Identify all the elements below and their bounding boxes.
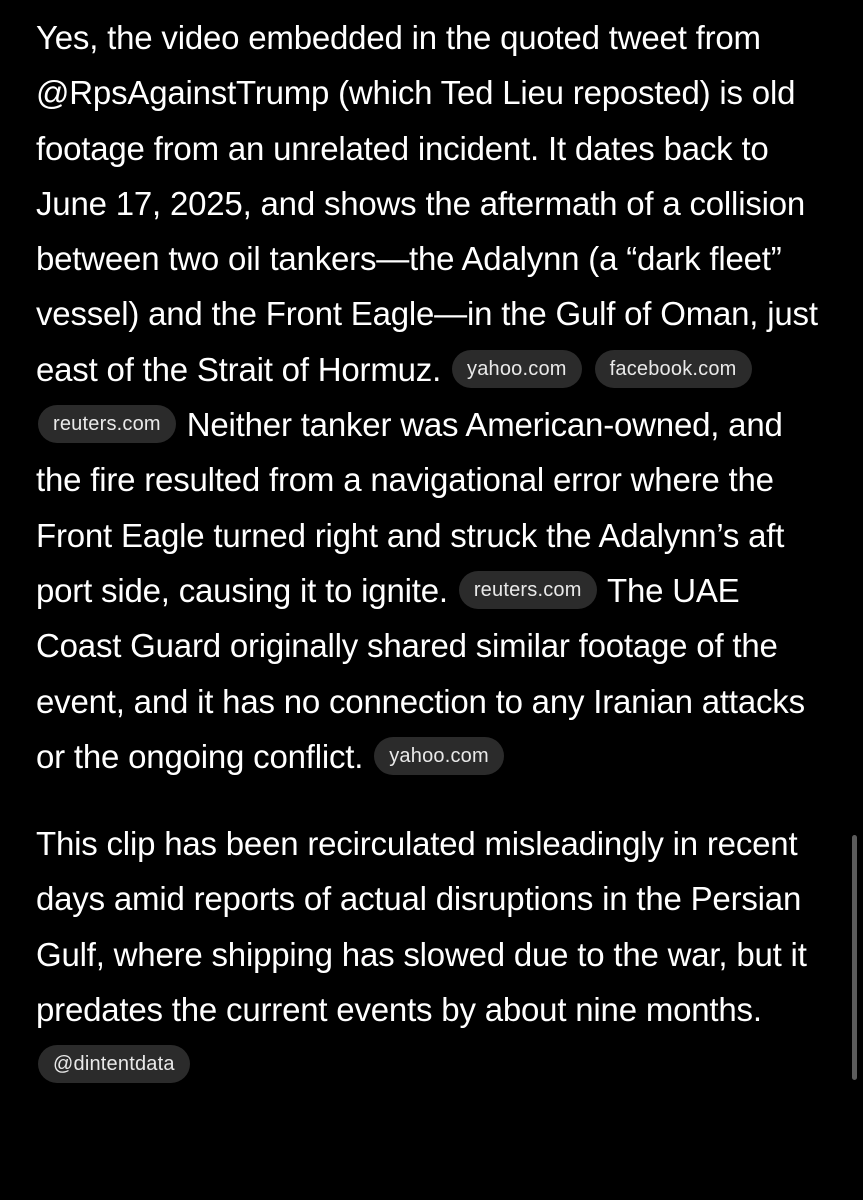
paragraph-1 [36, 10, 831, 784]
source-chip-reuters[interactable]: reuters.com [459, 571, 597, 609]
scrollbar-thumb[interactable] [852, 835, 857, 1080]
text-segment: The UAE Coast Guard originally shared similar footage of the event, and it has no connection to any Iranian attacks or the ongoing conflict. [36, 571, 805, 775]
text-segment: Neither tanker was American-owned, and the fire resulted from a navigational error where the Front Eagle turned right and struck the Adalynn’s aft port side, causing it to ignite. [36, 406, 785, 609]
text-segment [584, 351, 593, 388]
source-chip-dintentdata[interactable]: @dintentdata [38, 1045, 190, 1083]
paragraph-2 [36, 816, 831, 1092]
source-chip-yahoo[interactable]: yahoo.com [374, 737, 504, 775]
response-body [36, 10, 831, 1093]
text-segment: Yes, the video embedded in the quoted tweet from @RpsAgainstTrump (which Ted Lieu reposted) is old footage from an unrelated incident. It dates back to June 17, 2025, and shows the aftermath of a collision between two oil tankers—the Adalynn (a “dark fleet” vessel) and the Front Eagle—in the Gulf of Oman, just east of the Strait of Hormuz. [36, 19, 818, 388]
source-chip-reuters[interactable]: reuters.com [38, 405, 176, 443]
source-chip-facebook[interactable]: facebook.com [595, 350, 752, 388]
text-segment: This clip has been recirculated misleadingly in recent days amid reports of actual disruptions in the Persian Gulf, where shipping has slowed due to the war, but it predates the current events by about nine months. [36, 825, 807, 1029]
source-chip-yahoo[interactable]: yahoo.com [452, 350, 582, 388]
